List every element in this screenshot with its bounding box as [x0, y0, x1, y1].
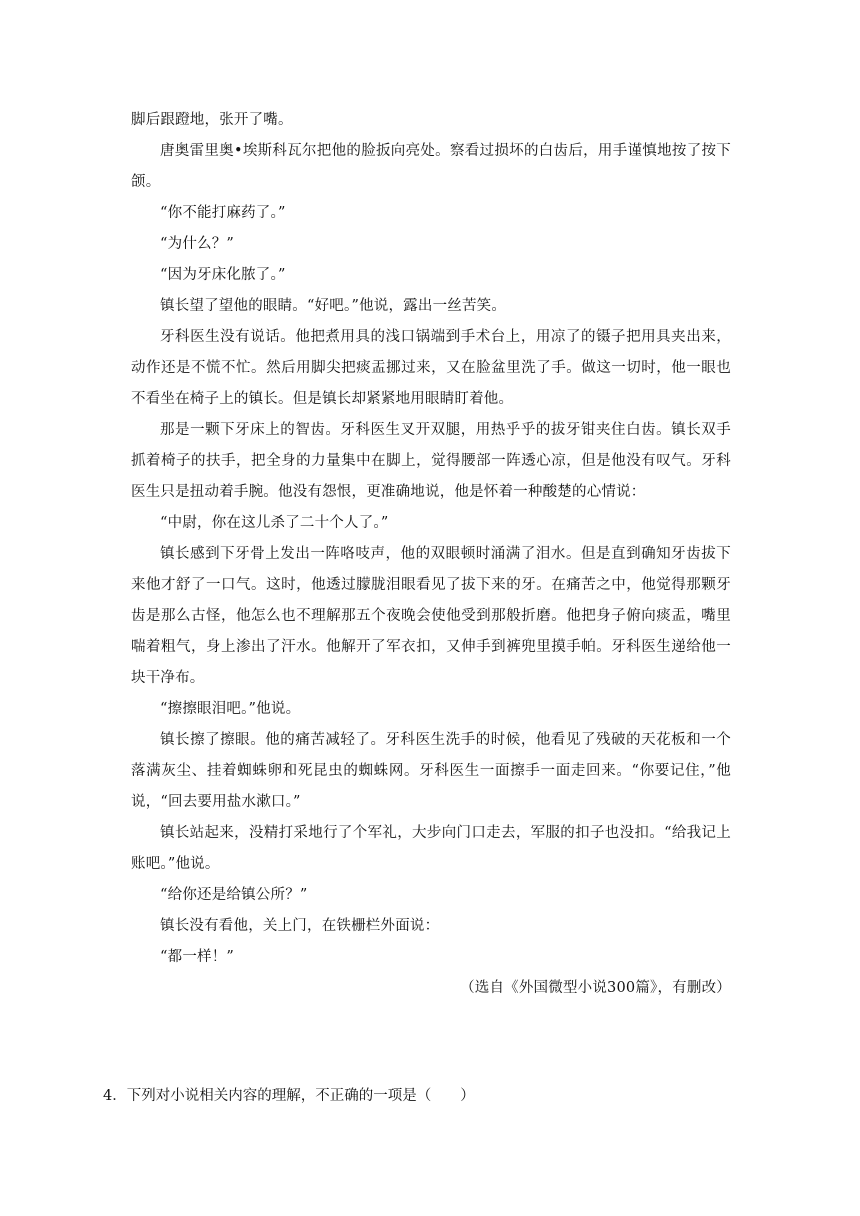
paragraph: 唐奥雷里奥•埃斯科瓦尔把他的脸扳向亮处。察看过损坏的白齿后，用手谨慎地按了按下颌。: [131, 143, 731, 190]
paragraph: 镇长站起来，没精打采地行了个军礼，大步向门口走去，军服的扣子也没扣。“给我记上账吧。”他说。: [131, 825, 731, 872]
paragraph: 那是一颗下牙床上的智齿。牙科医生叉开双腿，用热乎乎的拔牙钳夹住白齿。镇长双手抓着椅子的扶手，把全身的力量集中在脚上，觉得腰部一阵透心凉，但是他没有叹气。牙科医生只是扭动着手腕。他没有怨恨，更准确地说，他是怀着一种酸楚的心情说：: [131, 422, 731, 500]
dialogue-line: “擦擦眼泪吧。”他说。: [160, 701, 301, 717]
paragraph: 镇长没有看他，关上门，在铁栅栏外面说：: [160, 918, 440, 934]
paragraph: 镇长擦了擦眼。他的痛苦减轻了。牙科医生洗手的时候，他看见了残破的天花板和一个落满灰尘、挂着蜘蛛卵和死昆虫的蜘蛛网。牙科医生一面擦手一面走回来。“你要记住，”他说，“回去要用盐水漱口。”: [131, 732, 731, 810]
dialogue-line: “都一样！”: [160, 949, 235, 965]
dialogue-line: “为什么？”: [160, 236, 235, 252]
paragraph: 牙科医生没有说话。他把煮用具的浅口锅端到手术台上，用凉了的镊子把用具夹出来，动作还是不慌不忙。然后用脚尖把痰盂挪过来，又在脸盆里洗了手。做这一切时，他一眼也不看坐在椅子上的镇长。但是镇长却紧紧地用眼睛盯着他。: [131, 329, 731, 407]
dialogue-line: “因为牙床化脓了。”: [160, 267, 286, 283]
dialogue-line: “中尉，你在这儿杀了二十个人了。”: [160, 515, 389, 531]
source-citation: （选自《外国微型小说300篇》，有删改）: [460, 980, 731, 996]
question-block: [103, 1081, 743, 1112]
question-4: 4．下列对小说相关内容的理解，不正确的一项是（ ）: [103, 1088, 475, 1104]
paragraph: 镇长感到下牙骨上发出一阵咯吱声，他的双眼顿时涌满了泪水。但是直到确知牙齿拔下来他才舒了一口气。这时，他透过朦胧泪眼看见了拔下来的牙。在痛苦之中，他觉得那颗牙齿是那么古怪，他怎么也不理解那五个夜晚会使他受到那般折磨。他把身子俯向痰盂，嘴里喘着粗气，身上渗出了汗水。他解开了军衣扣，又伸手到裤兜里摸手帕。牙科医生递给他一块干净布。: [131, 546, 731, 686]
dialogue-line: “给你还是给镇公所？”: [160, 887, 308, 903]
story-text: [131, 105, 731, 1004]
dialogue-line: “你不能打麻药了。”: [160, 205, 286, 221]
paragraph: 脚后跟蹬地，张开了嘴。: [131, 112, 293, 128]
paragraph: 镇长望了望他的眼睛。“好吧。”他说，露出一丝苦笑。: [160, 298, 507, 314]
